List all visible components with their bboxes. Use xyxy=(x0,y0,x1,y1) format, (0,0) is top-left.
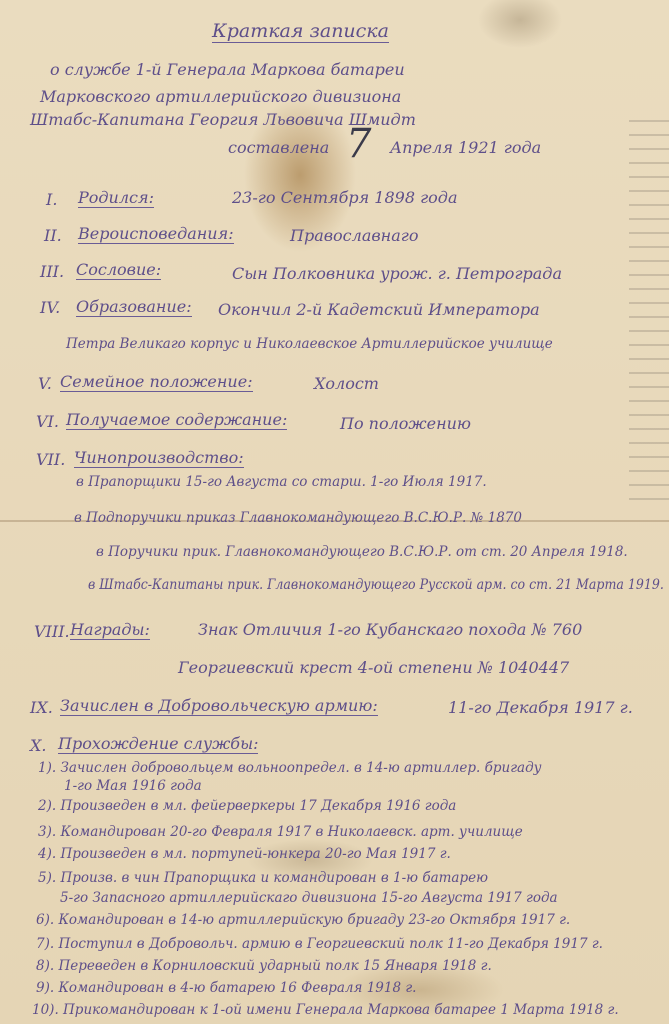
service-entry: 5-го Запасного артиллерийскаго дивизиона 15-го Августа 1917 года xyxy=(60,890,558,906)
service-entry: 6). Командирован в 14-ю артиллерийскую бригаду 23-го Октября 1917 г. xyxy=(36,912,571,928)
service-entry: 3). Командирован 20-го Февраля 1917 в Николаевск. арт. училище xyxy=(38,824,523,840)
section-number: V. xyxy=(38,374,52,393)
section-number: I. xyxy=(46,190,58,209)
section-value-continued: Георгиевский крест 4-ой степени № 1040447 xyxy=(178,658,570,677)
section-number: IV. xyxy=(40,298,61,317)
section-label: Награды: xyxy=(70,620,150,639)
service-entry: 7). Поступил в Добровольч. армию в Георгиевский полк 11-го Декабря 1917 г. xyxy=(36,936,603,952)
rank-entry: в Подпоручики приказ Главнокомандующего В.С.Ю.Р. № 1870 xyxy=(74,510,522,526)
section-number: VII. xyxy=(36,450,66,469)
section-number: VIII. xyxy=(34,622,70,641)
service-entry: 4). Произведен в мл. портупей-юнкера 20-го Мая 1917 г. xyxy=(38,846,451,862)
section-label: Сословие: xyxy=(76,260,162,279)
section-value: Холост xyxy=(314,374,379,393)
composed-day: 7 xyxy=(346,121,372,167)
section-value: Окончил 2-й Кадетский Императора xyxy=(218,300,540,319)
section-label: Вероисповедания: xyxy=(78,224,234,243)
section-number: III. xyxy=(40,262,65,281)
section-label: Образование: xyxy=(76,297,192,316)
section-value: По положению xyxy=(340,414,472,433)
paper-stain xyxy=(629,120,669,500)
service-entry: 9). Командирован в 4-ю батарею 16 Февраля 1918 г. xyxy=(36,980,417,996)
subtitle-line-2: Марковского артиллерийского дивизиона xyxy=(40,87,402,106)
rank-entry: в Поручики прик. Главнокомандующего В.С.Ю.Р. от ст. 20 Апреля 1918. xyxy=(96,544,628,560)
section-number: X. xyxy=(30,736,47,755)
service-entry: 8). Переведен в Корниловский ударный полк 15 Января 1918 г. xyxy=(36,958,492,974)
service-entry: 1). Зачислен добровольцем вольноопредел. в 14-ю артиллер. бригаду xyxy=(38,760,542,776)
service-entry: 5). Произв. в чин Прапорщика и командирован в 1-ю батарею xyxy=(38,870,488,886)
composed-date: Апреля 1921 года xyxy=(390,138,542,157)
section-number: IX. xyxy=(30,698,53,717)
subtitle-line-1: о службе 1-й Генерала Маркова батареи xyxy=(50,60,405,79)
rank-entry: в Прапорщики 15-го Августа со старш. 1-го Июля 1917. xyxy=(76,474,487,490)
section-number: VI. xyxy=(36,412,59,431)
document-title: Краткая записка xyxy=(212,20,389,42)
section-number: II. xyxy=(44,226,62,245)
section-label: Прохождение службы: xyxy=(58,734,259,753)
section-label: Семейное положение: xyxy=(60,372,253,391)
section-value: 11-го Декабря 1917 г. xyxy=(448,698,633,717)
section-value: Православнаго xyxy=(290,226,419,245)
section-label: Чинопроизводство: xyxy=(74,448,244,467)
section-value: 23-го Сентября 1898 года xyxy=(232,188,458,207)
composed-label: составлена xyxy=(228,138,330,157)
section-label: Зачислен в Добровольческую армию: xyxy=(60,696,378,715)
section-label: Родился: xyxy=(78,188,154,207)
service-entry: 2). Произведен в мл. фейерверкеры 17 Декабря 1916 года xyxy=(38,798,457,814)
service-entry: 1-го Мая 1916 года xyxy=(64,778,202,794)
section-value: Сын Полковника урож. г. Петрограда xyxy=(232,264,562,283)
subtitle-line-3: Штабс-Капитана Георгия Львовича Шмидт xyxy=(30,110,416,129)
section-value: Знак Отличия 1-го Кубанскаго похода № 760 xyxy=(198,620,583,639)
section-value-continued: Петра Великаго корпус и Николаевское Артиллерийское училище xyxy=(66,336,553,352)
section-label: Получаемое содержание: xyxy=(66,410,288,429)
rank-entry: в Штабс-Капитаны прик. Главнокомандующего Русской арм. со ст. 21 Марта 1919. xyxy=(88,577,664,593)
service-entry: 10). Прикомандирован к 1-ой имени Генерала Маркова батарее 1 Марта 1918 г. xyxy=(32,1002,619,1018)
